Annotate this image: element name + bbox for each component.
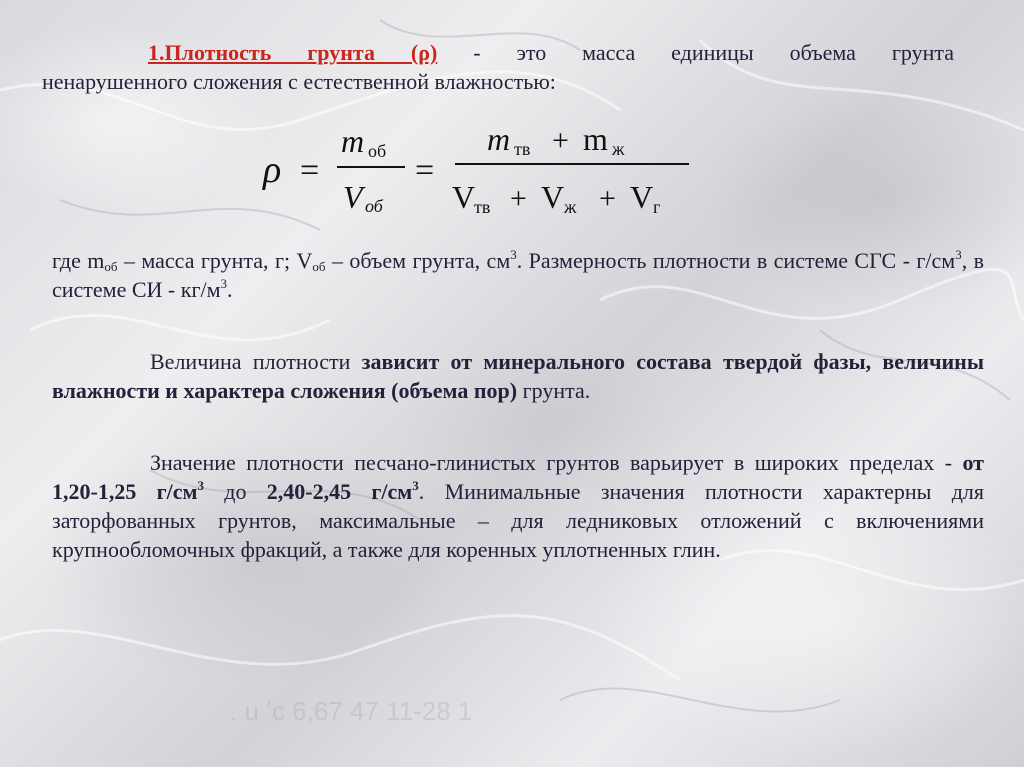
- formula-v-tv-sub: тв: [474, 197, 491, 217]
- where-text-6: .: [227, 277, 233, 302]
- depends-paragraph: [52, 347, 984, 405]
- formula-v-tv: V: [452, 179, 476, 215]
- where-sub-ob-1: об: [104, 259, 118, 274]
- where-paragraph: [52, 246, 984, 304]
- formula-v-g: V: [630, 179, 654, 215]
- formula-m-ob: m: [341, 123, 365, 159]
- where-sup-1: 3: [510, 247, 517, 262]
- formula-plus-1: +: [552, 124, 569, 157]
- where-text-3: – объем грунта, см: [325, 248, 511, 273]
- formula-m-ob-sub: об: [368, 141, 387, 161]
- formula-m-tv: m: [487, 121, 511, 157]
- svg-text:. u ʼc 6,67 47 11-: . u ʼc 6,67 47 11-28 1: [230, 696, 473, 726]
- where-sup-3: 3: [220, 276, 228, 291]
- formula-equals-1: =: [300, 152, 320, 189]
- definition-paragraph: [42, 38, 954, 96]
- formula-m-tv-sub: тв: [514, 139, 531, 159]
- where-text-4: . Размерность плотности в системе СГС - г/см: [516, 248, 956, 273]
- formula-v-zh: V: [541, 179, 565, 215]
- values-text-2: до: [203, 479, 267, 504]
- values-sup-1: 3: [197, 478, 204, 493]
- values-bold-2: 2,40-2,45 г/см: [266, 479, 413, 504]
- values-text-1: Значение плотности песчано-глинистых грунтов варьирует в широких пределах -: [150, 450, 963, 475]
- formula-plus-2: +: [510, 182, 527, 215]
- definition-text-2: ненарушенного сложения с естественной влажностью:: [42, 69, 556, 94]
- formula-plus-3: +: [599, 182, 616, 215]
- formula-equals-2: =: [415, 152, 435, 189]
- where-sup-2: 3: [955, 247, 962, 262]
- values-sup-2: 3: [412, 478, 419, 493]
- formula-v-g-sub: г: [653, 197, 661, 217]
- depends-text-2: грунта.: [517, 378, 591, 403]
- where-text-5: , в системе СИ - кг/м: [52, 248, 985, 302]
- values-text-3: . Минимальные значения плотности характерны для заторфованных грунтов, максимальные – для ледниковых отложений с включениями крупнообломочных фракций, а также для коренных уплотненных глин.: [52, 479, 984, 562]
- values-paragraph: [52, 448, 984, 564]
- density-formula: [255, 112, 705, 232]
- formula-m-zh-sub: ж: [612, 139, 625, 159]
- formula-rho: ρ: [263, 149, 282, 191]
- values-bold-1: от 1,20-1,25 г/см: [52, 450, 984, 504]
- depends-bold: зависит от минерального состава твердой фазы, величины влажности и характера сложения (объема пор): [52, 349, 984, 403]
- depends-text-1: Величина плотности: [150, 349, 362, 374]
- formula-m-zh: m: [583, 121, 608, 157]
- where-text-2: – масса грунта, г; V: [117, 248, 313, 273]
- formula-v-ob-sub: об: [365, 196, 383, 216]
- formula-v-ob: V: [343, 179, 363, 215]
- where-text-1: где m: [52, 248, 105, 273]
- definition-term: 1.Плотность грунта (ρ): [148, 40, 438, 65]
- definition-text-1: - это масса единицы объема грунта: [437, 40, 954, 65]
- where-sub-ob-2: об: [312, 259, 326, 274]
- formula-v-zh-sub: ж: [564, 197, 577, 217]
